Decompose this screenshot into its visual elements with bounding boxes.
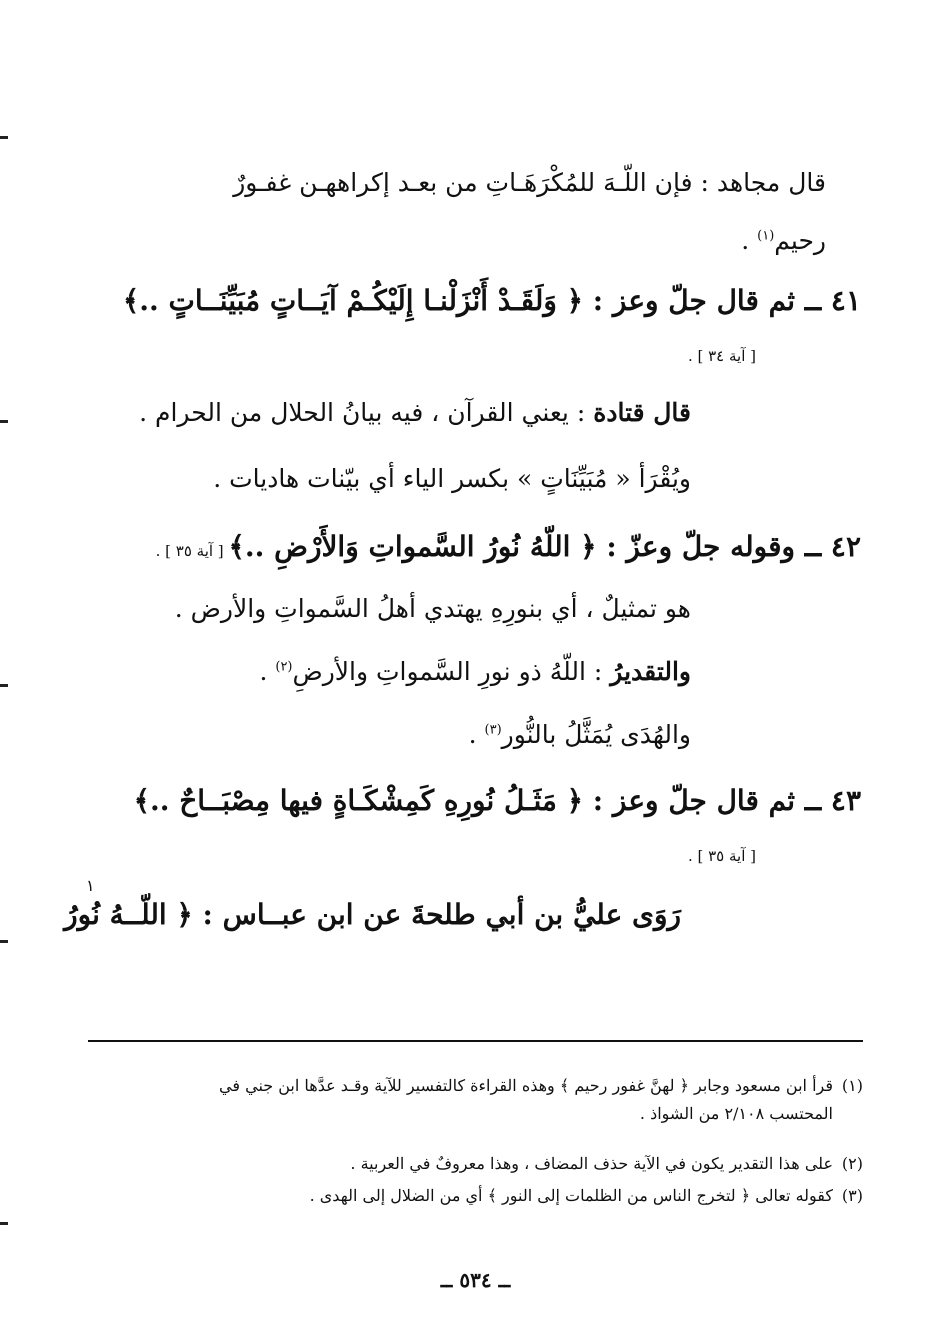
verse-text: ٤٢ ــ وقوله جلّ وعزّ : ﴿ اللّهُ نُورُ السَّمواتِ وَالأَرْضِ ..﴾ xyxy=(228,530,861,563)
footnote-text-continued: المحتسب ٢/١٠٨ من الشواذ . xyxy=(639,1104,833,1123)
text-line-huda xyxy=(90,718,691,752)
speaker-name: قال قتادة xyxy=(593,398,691,427)
footnote-1 xyxy=(88,1072,833,1128)
footnote-separator xyxy=(88,1040,863,1042)
ayah-ref-text: [ آية ٣٤ ] . xyxy=(687,347,756,365)
footnote-text: على هذا التقدير يكون في الآية حذف المضاف ، وهذا معروفٌ في العربية . xyxy=(350,1154,833,1173)
footnote-ref-1: (١) xyxy=(757,228,775,244)
text-line-rahim xyxy=(90,224,826,258)
ayah-reference xyxy=(90,346,756,366)
text-line-riwaya xyxy=(64,896,681,934)
term-label: والتقديرُ xyxy=(610,657,691,686)
text-line-taqdir xyxy=(90,655,691,689)
footnote-ref-3: (٣) xyxy=(484,722,502,738)
verse-text: ٤١ ــ ثم قال جلّ وعز : ﴿ وَلَقَـدْ أَنْزَلْنـا إِلَيْكُـمْ آيَــاتٍ مُبَيِّنَــاتٍ ..﴾ xyxy=(122,284,861,317)
text-span: . xyxy=(741,226,758,255)
scan-edge-mark xyxy=(0,1222,8,1225)
scan-edge-mark xyxy=(0,420,8,423)
text-line-qatada xyxy=(90,396,691,430)
footnote-mark-1: (١) xyxy=(841,1076,863,1095)
scan-edge-mark xyxy=(0,136,8,139)
text-span: والهُدَى يُمَثَّلُ بالنُّور xyxy=(501,720,691,749)
verse-heading-43 xyxy=(90,782,861,820)
text-span: رحيم xyxy=(774,226,826,255)
text-span: ويُقْرَأ « مُبَيِّنَاتٍ » بكسر الياء أي بيّنات هاديات . xyxy=(213,464,691,493)
verse-text: ٤٣ ــ ثم قال جلّ وعز : ﴿ مَثَـلُ نُورِهِ كَمِشْكَـاةٍ فيها مِصْبَــاحٌ ..﴾ xyxy=(133,784,861,817)
scan-edge-mark xyxy=(0,940,8,943)
footnote-mark-2: (٢) xyxy=(841,1154,863,1173)
page-number: ــ ٥٣٤ ــ xyxy=(440,1268,511,1292)
footnote-3 xyxy=(88,1182,833,1210)
text-line-mujahid xyxy=(90,166,826,200)
ayah-reference: [ آية ٣٥ ] . xyxy=(155,542,229,560)
ayah-reference xyxy=(90,846,756,866)
margin-numeral: ١ xyxy=(86,876,95,895)
footnote-text: قرأ ابن مسعود وجابر ﴿ لهنَّ غفور رحيم ﴾ وهذه القراءة كالتفسير للآية وقـد عدَّها ابن جني في xyxy=(219,1076,833,1095)
text-span: : يعني القرآن ، فيه بيانُ الحلال من الحرام . xyxy=(139,398,594,427)
verse-heading-42 xyxy=(90,528,861,566)
footnote-text: كقوله تعالى ﴿ لتخرج الناس من الظلمات إلى النور ﴾ أي من الضلال إلى الهدى . xyxy=(309,1186,833,1205)
footnote-mark-3: (٣) xyxy=(841,1186,863,1205)
text-span: : اللّهُ ذو نورِ السَّمواتِ والأرضِ xyxy=(292,657,611,686)
text-span: قال مجاهد : فإن اللّـهَ للمُكْرَهَـاتِ من بعـد إكراههـن غفـورٌ xyxy=(233,168,826,197)
verse-heading-41 xyxy=(90,282,861,320)
ayah-ref-text: [ آية ٣٥ ] . xyxy=(687,847,756,865)
text-span: . xyxy=(468,720,485,749)
footnote-ref-2: (٢) xyxy=(275,659,293,675)
text-span: هو تمثيلٌ ، أي بنورِهِ يهتدي أهلُ السَّمواتِ والأرض . xyxy=(174,594,691,623)
footnote-2 xyxy=(88,1150,833,1178)
text-span: رَوَى عليُّ بن أبي طلحةَ عن ابن عبــاس : ﴿ اللّــهُ نُورُ xyxy=(64,898,681,931)
text-line-reading xyxy=(90,462,691,496)
scan-edge-mark xyxy=(0,684,8,687)
text-line-tamthil xyxy=(90,592,691,626)
text-span: . xyxy=(259,657,276,686)
